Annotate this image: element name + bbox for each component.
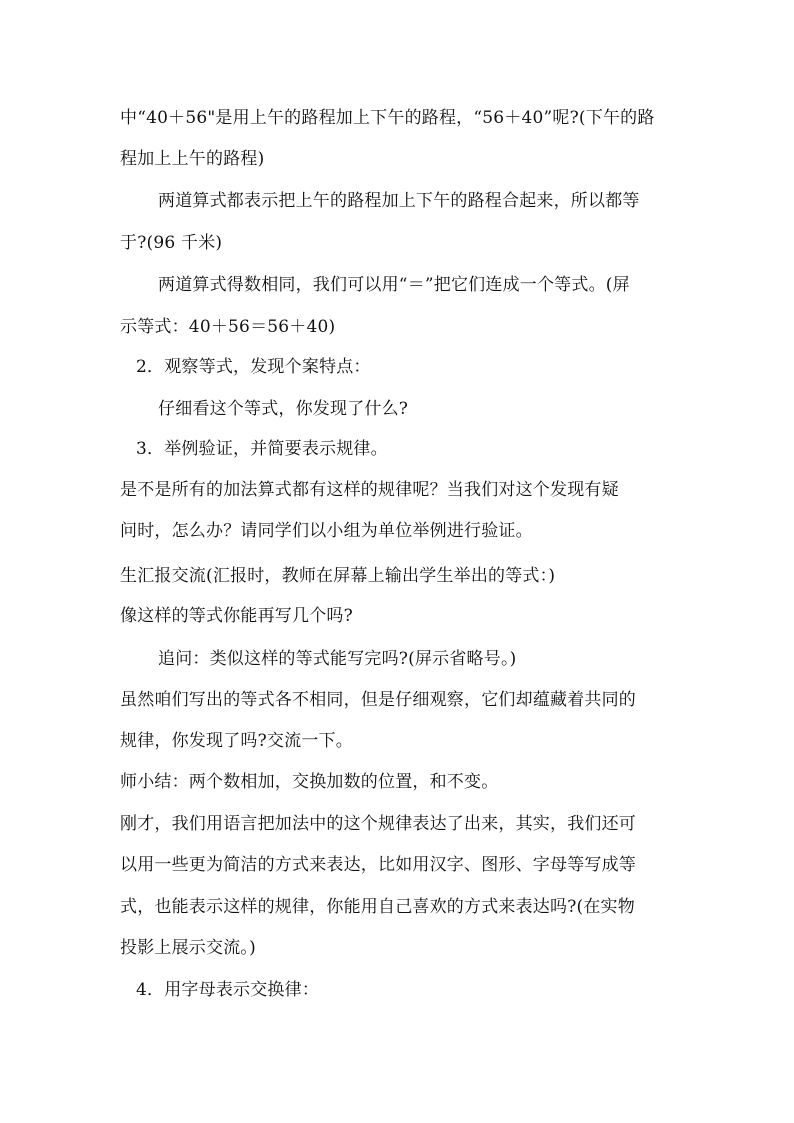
paragraph-line: 是不是所有的加法算式都有这样的规律呢？当我们对这个发现有疑 [120,480,619,500]
paragraph-line: 中“40＋56"是用上午的路程加上下午的路程，“56＋40”呢?(下午的路 [120,108,655,128]
paragraph-line: 投影上展示交流。) [120,938,256,958]
paragraph-line: 刚才，我们用语言把加法中的这个规律表达了出来，其实，我们还可 [120,814,636,834]
paragraph-line: 两道算式都表示把上午的路程加上下午的路程合起来，所以都等 [158,191,640,211]
paragraph-line: 于?(96 千米) [120,233,223,253]
paragraph-line: 生汇报交流(汇报时，教师在屏幕上输出学生举出的等式：) [120,566,556,586]
paragraph-line: 示等式：40＋56＝56＋40) [120,317,336,337]
paragraph-line: 以用一些更为简洁的方式来表达，比如用汉字、图形、字母等写成等 [120,855,636,875]
section-heading: 3．举例验证，并简要表示规律。 [136,439,388,459]
section-heading: 4．用字母表示交换律： [136,980,320,1000]
paragraph-line: 两道算式得数相同，我们可以用“＝”把它们连成一个等式。(屏 [158,275,630,295]
section-heading: 2．观察等式，发现个案特点： [136,357,371,377]
paragraph-line: 问时，怎么办？请同学们以小组为单位举例进行验证。 [120,521,533,541]
paragraph-line: 师小结：两个数相加，交换加数的位置，和不变。 [120,772,499,792]
paragraph-line: 规律，你发现了吗?交流一下。 [120,731,353,751]
paragraph-line: 式，也能表示这样的规律，你能用自己喜欢的方式来表达吗?(在实物 [120,897,635,917]
paragraph-line: 像这样的等式你能再写几个吗? [120,606,353,626]
paragraph-line: 仔细看这个等式，你发现了什么? [158,399,409,419]
paragraph-line: 程加上上午的路程) [120,149,265,169]
paragraph-line: 虽然咱们写出的等式各不相同，但是仔细观察，它们却蕴藏着共同的 [120,690,636,710]
paragraph-line: 追问：类似这样的等式能写完吗?(屏示省略号。) [158,649,517,669]
